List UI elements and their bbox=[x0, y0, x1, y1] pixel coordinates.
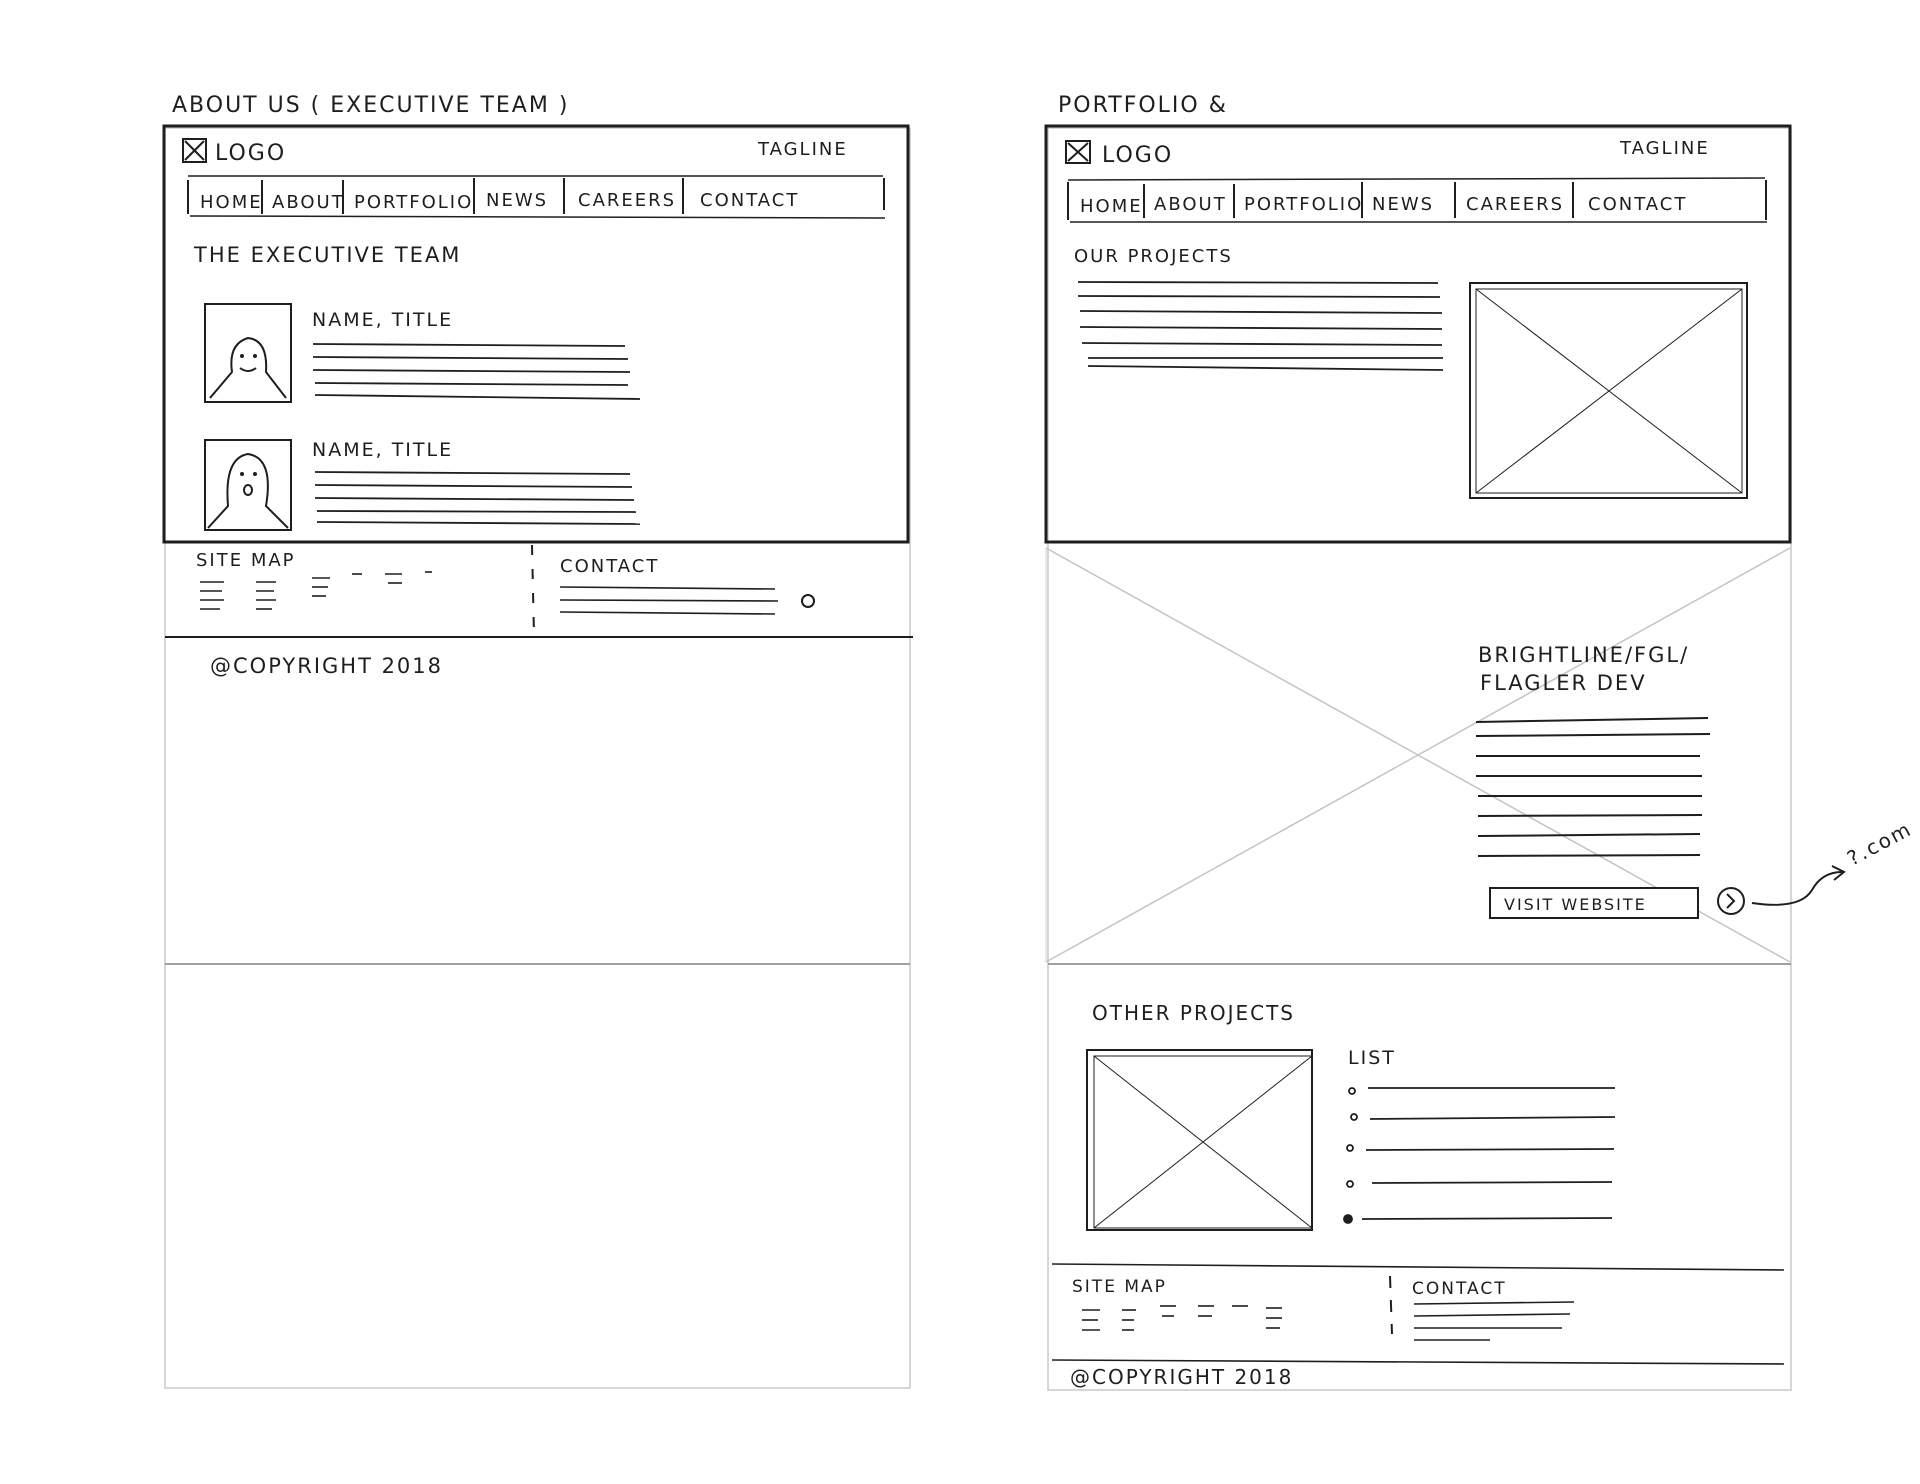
about-screen-box bbox=[164, 126, 908, 542]
footer-site-map[interactable]: SITE MAP bbox=[1072, 1277, 1167, 1297]
footer-copyright: @COPYRIGHT 2018 bbox=[1070, 1365, 1294, 1389]
footer-top-rule bbox=[1052, 1264, 1784, 1270]
logo-text: LOGO bbox=[215, 141, 287, 166]
footer-copyright: @COPYRIGHT 2018 bbox=[210, 654, 444, 678]
footer-site-map[interactable]: SITE MAP bbox=[196, 550, 296, 571]
about-us-wireframe bbox=[164, 93, 913, 1388]
feature-title-line2: FLAGLER DEV bbox=[1480, 671, 1647, 695]
nav-home[interactable]: HOME bbox=[1080, 196, 1143, 217]
external-url-annotation: ?.com bbox=[1843, 816, 1916, 871]
nav-news[interactable]: NEWS bbox=[1372, 194, 1435, 215]
footer-bottom-rule bbox=[1052, 1360, 1784, 1364]
footer-contact[interactable]: CONTACT bbox=[1412, 1279, 1507, 1299]
about-nav-bar bbox=[188, 176, 885, 218]
other-project-image-placeholder bbox=[1087, 1050, 1312, 1230]
footer-divider bbox=[532, 545, 534, 636]
nav-home[interactable]: HOME bbox=[200, 192, 263, 213]
list-label: LIST bbox=[1348, 1047, 1396, 1069]
team-member-card bbox=[205, 304, 640, 402]
about-page-label: ABOUT US ( EXECUTIVE TEAM ) bbox=[172, 93, 570, 118]
portfolio-wireframe bbox=[1046, 93, 1916, 1390]
portfolio-footer bbox=[1052, 1264, 1784, 1389]
our-projects-title: OUR PROJECTS bbox=[1074, 246, 1233, 267]
nav-contact[interactable]: CONTACT bbox=[700, 190, 800, 211]
our-projects-text-block bbox=[1078, 282, 1443, 370]
nav-about[interactable]: ABOUT bbox=[1154, 194, 1227, 215]
feature-title-line1: BRIGHTLINE/FGL/ bbox=[1478, 643, 1690, 667]
visit-website-label: VISIT WEBSITE bbox=[1504, 895, 1647, 914]
social-icon[interactable] bbox=[802, 595, 814, 607]
chevron-right-icon[interactable] bbox=[1718, 888, 1744, 914]
portfolio-logo bbox=[1066, 141, 1173, 168]
about-page-frame bbox=[165, 128, 910, 1388]
portfolio-page-frame bbox=[1048, 128, 1791, 1390]
nav-careers[interactable]: CAREERS bbox=[578, 190, 677, 211]
project-list bbox=[1344, 1088, 1615, 1223]
about-logo bbox=[183, 139, 286, 166]
other-projects-title: OTHER PROJECTS bbox=[1092, 1001, 1295, 1025]
footer-contact[interactable]: CONTACT bbox=[560, 556, 660, 577]
nav-portfolio[interactable]: PORTFOLIO bbox=[354, 192, 474, 213]
about-footer bbox=[165, 545, 913, 678]
logo-text: LOGO bbox=[1102, 143, 1174, 168]
executive-team-title: THE EXECUTIVE TEAM bbox=[194, 243, 462, 267]
team-member-card bbox=[205, 439, 640, 530]
member-name-title: NAME, TITLE bbox=[312, 309, 454, 331]
nav-contact[interactable]: CONTACT bbox=[1588, 194, 1688, 215]
member-name-title: NAME, TITLE bbox=[312, 439, 454, 461]
nav-about[interactable]: ABOUT bbox=[272, 192, 345, 213]
feature-text-block bbox=[1476, 718, 1710, 856]
about-tagline: TAGLINE bbox=[758, 139, 848, 160]
nav-news[interactable]: NEWS bbox=[486, 190, 549, 211]
portfolio-nav-bar bbox=[1068, 178, 1767, 222]
project-image-placeholder bbox=[1470, 283, 1747, 498]
external-link-arrow bbox=[1752, 866, 1844, 905]
nav-portfolio[interactable]: PORTFOLIO bbox=[1244, 194, 1364, 215]
visit-website-button[interactable] bbox=[1490, 888, 1698, 918]
portfolio-page-label: PORTFOLIO & bbox=[1058, 93, 1228, 118]
nav-careers[interactable]: CAREERS bbox=[1466, 194, 1565, 215]
footer-divider bbox=[1390, 1276, 1392, 1334]
portfolio-screen-box bbox=[1046, 126, 1790, 542]
portfolio-tagline: TAGLINE bbox=[1620, 138, 1710, 159]
